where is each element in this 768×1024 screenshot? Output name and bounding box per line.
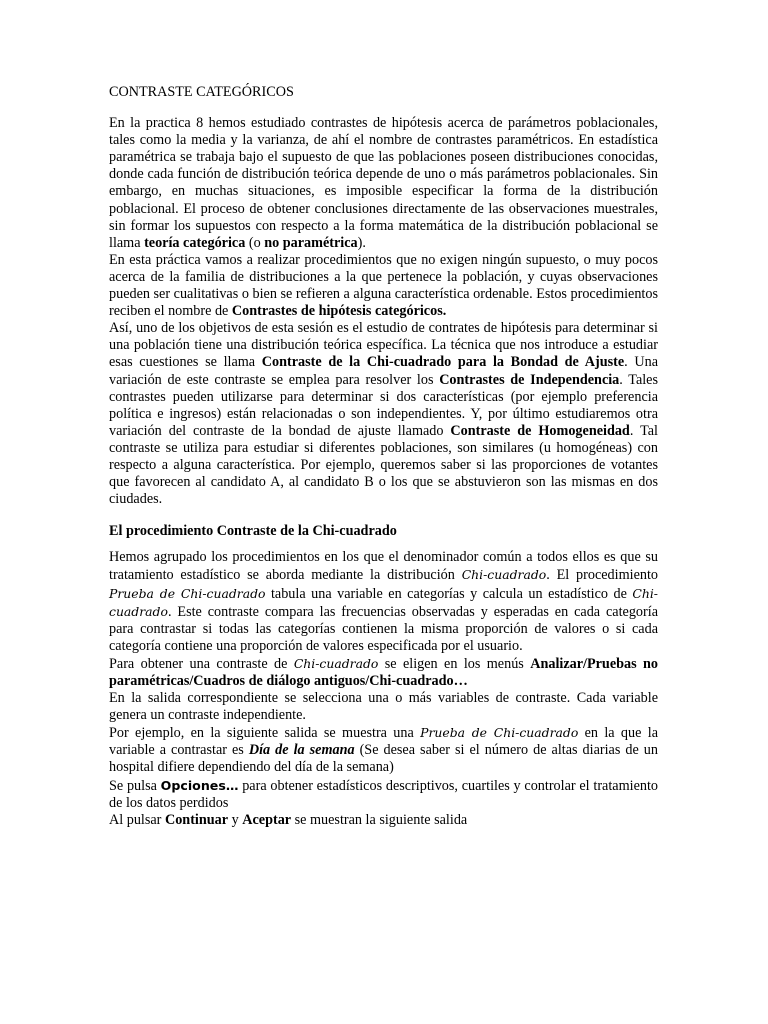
text-run: ). <box>357 234 366 251</box>
term-independencia: Contrastes de Independencia <box>439 371 620 388</box>
text-run: se eligen en los menús <box>378 655 531 672</box>
term-no-parametrica: no paramétrica <box>264 234 358 251</box>
term-teoria-categorica: teoría categórica <box>144 234 246 251</box>
text-run: Así, uno de los objetivos de esta sesión es el estudio de contrates de hipótesis para determinar si una población tiene una distribución teórica específica. La técnica que nos introduce a estudiar esas cuestiones se llama <box>109 320 658 371</box>
term-chi-cuadrado: Chi-cuadrado <box>293 655 379 671</box>
text-run: . Tal contraste se utiliza para estudiar si diferentes poblaciones, son similares (u homogéneas) con respecto a alguna característica. Por ejemplo, queremos saber si las proporciones de votantes que favorecen al candidato A, al candidato B o los que se abstuvieron son las mismas en dos ciudades. <box>109 422 658 508</box>
text-run: . Tales contrastes pueden utilizarse para determinar si dos características (por ejemplo preferencia política e ingresos) están relacionadas o son independientes. Y, por último estudiaremos otra variación del contraste de la bondad de ajuste llamado <box>109 371 659 439</box>
text-run: . Una variación de este contraste se emplea para resolver los <box>109 354 658 388</box>
term-prueba-chi-cuadrado: Prueba de Chi-cuadrado <box>420 725 579 741</box>
term-contrastes-categoricos: Contrastes de hipótesis categóricos. <box>231 303 447 320</box>
paragraph-objetivos <box>109 320 658 508</box>
text-run: tabula una variable en categorías y calcula un estadístico de <box>265 585 633 602</box>
text-run: En esta práctica vamos a realizar procedimientos que no exigen ningún supuesto, o muy pocos acerca de la familia de distribuciones a la que pertenece la población, y cuyas observaciones pueden ser cualitativas o bien se refieren a alguna característica ordenable. Estos procedimientos reciben el nombre de <box>109 251 658 320</box>
term-chi-cuadrado: Chi-cuadrado <box>461 567 547 583</box>
text-run: (o <box>245 234 265 251</box>
paragraph-continuar <box>109 812 658 829</box>
paragraph-agrupado <box>109 549 658 655</box>
paragraph-ejemplo <box>109 724 658 776</box>
menu-path: Analizar/Pruebas no paramétricas/Cuadros de diálogo antiguos/Chi-cuadrado… <box>109 655 658 689</box>
paragraph-intro <box>109 115 658 252</box>
text-run: Se pulsa <box>109 777 161 794</box>
term-dia-de-la-semana: Día de la semana <box>248 742 355 759</box>
text-run: Para obtener una contraste de <box>109 655 294 672</box>
paragraph-opciones <box>109 777 658 812</box>
term-chi-cuadrado: Chi-cuadrado <box>109 585 658 619</box>
paragraph-procedimientos <box>109 252 658 320</box>
text-run: se muestran la siguiente salida <box>291 811 468 828</box>
text-run: Hemos agrupado los procedimientos en los que el denominador común a todos ellos es que su tratamiento estadístico se aborda mediante la distribución <box>109 549 658 584</box>
section-heading: El procedimiento Contraste de la Chi-cuadrado <box>109 523 397 540</box>
text-run: en la que la variable a contrastar es <box>109 725 658 759</box>
document-title: CONTRASTE CATEGÓRICOS <box>109 84 294 100</box>
term-prueba-chi-cuadrado: Prueba de Chi-cuadrado <box>109 585 266 601</box>
text-run: para obtener estadísticos descriptivos, cuartiles y controlar el tratamiento de los datos perdidos <box>109 777 658 811</box>
text-run: En la practica 8 hemos estudiado contrastes de hipótesis acerca de parámetros poblacionales, tales como la media y la varianza, de ahí el nombre de contrastes paramétricos. En estadística paramétrica se trabaja bajo el supuesto de que las poblaciones poseen distribuciones conocidas, donde cada función de distribución teórica depende de uno o más parámetros poblacionales. Sin embargo, en muchas situaciones, es imposible especificar la forma de la distribución poblacional. El proceso de obtener conclusiones directamente de las observaciones muestrales, sin formar los supuestos con respecto a la forma matemática de la distribución poblacional se llama <box>109 115 658 251</box>
term-opciones: Opciones… <box>160 777 239 793</box>
text-run: En la salida correspondiente se selecciona una o más variables de contraste. Cada variable genera un contraste independiente. <box>109 690 658 724</box>
paragraph-salida <box>109 690 658 724</box>
text-run: (Se desea saber si el número de altas diarias de un hospital difiere dependiendo del día de la semana) <box>109 742 658 776</box>
text-run: Por ejemplo, en la siguiente salida se muestra una <box>109 725 421 742</box>
paragraph-menus <box>109 655 658 690</box>
text-run: . El procedimiento <box>546 567 658 584</box>
term-continuar: Continuar <box>164 811 229 828</box>
term-homogeneidad: Contraste de Homogeneidad <box>450 422 630 439</box>
term-bondad-de-ajuste: Contraste de la Chi-cuadrado para la Bondad de Ajuste <box>261 354 625 371</box>
text-run: . Este contraste compara las frecuencias observadas y esperadas en cada categoría para contrastar si todas las categorías contienen la misma proporción de valores o si cada categoría contiene una proporción de valores especificada por el usuario. <box>109 603 658 654</box>
text-run: y <box>228 811 243 828</box>
document-body <box>109 84 658 829</box>
text-run: Al pulsar <box>109 811 165 828</box>
term-aceptar: Aceptar <box>242 811 292 828</box>
